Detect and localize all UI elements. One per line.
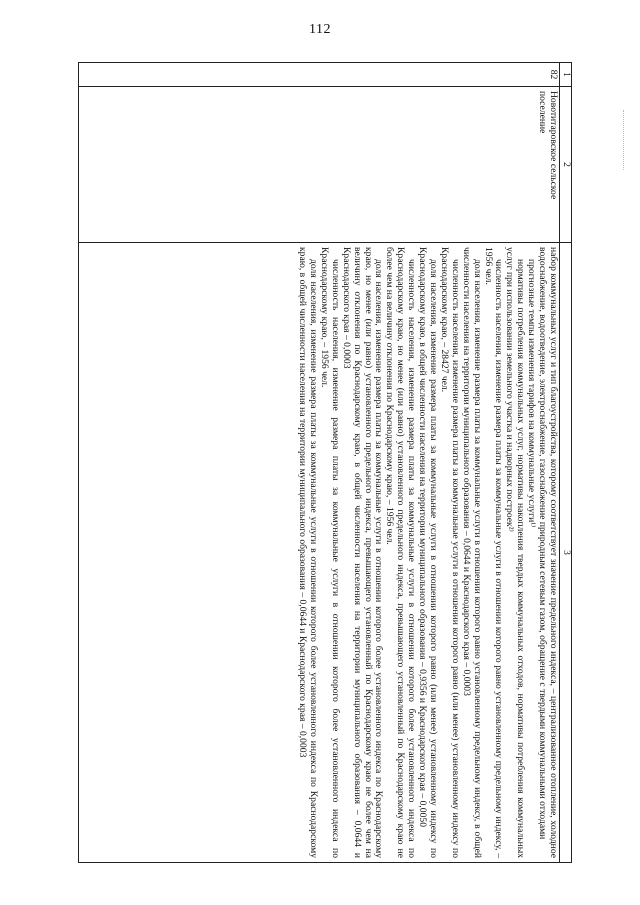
paragraph-share-equal-limit: доля населения, изменение размера платы за коммунальные услуги в отношении которого равно установленному предельному индексу, в общей численности населения на территории муниципального образования – 0,0644 и Краснодарского края – 0,0003 <box>460 247 483 858</box>
row-number: 82 <box>79 63 560 87</box>
table-row <box>79 63 560 863</box>
rotated-table-container <box>78 62 572 862</box>
settlement-name: Новотитаровское сельское поселение <box>79 87 560 243</box>
margin-marks <box>623 110 638 170</box>
paragraph-population-above-regional: численность населения, изменение размера платы за коммунальные услуги в отношении которого более установленного индекса по Краснодарскому краю, – 1956 чел. <box>318 247 341 858</box>
paragraph-services-set: набор коммунальных услуг и тип благоустройства, которому соответствует значение предельного индекса, – централизованное отопление, холодное водоснабжение, водоотведение, электроснабжение, газоснабжение природным сетевым газом, обращение с твердыми коммунальными отходами <box>537 247 559 858</box>
paragraph-population-equal-limit: численность населения, изменение размера платы за коммунальные услуги в отношении которого равно установленному предельному индексу, – 1956 чел. <box>482 247 505 858</box>
document-table <box>78 62 572 863</box>
paragraph-population-below-regional: численность населения, изменение размера платы за коммунальные услуги в отношении которого равно (или менее) установленному индексу по Краснодарскому краю, – 28427 чел. <box>438 247 461 858</box>
paragraph-consumption-norms: нормативы потребления коммунальных услуг, нормативы накопления твердых коммунальных отходов, нормативы потребления коммунальных услуг при использовании земельного участка и надворных построек²⁾ <box>504 247 527 858</box>
paragraph-share-below-regional: доля населения, изменение размера платы за коммунальные услуги в отношении которого равно (или менее) установленному индексу по Краснодарскому краю, в общей численности населения на территории муниципального образования – 0,9356 и Краснодарского края – 0,0050 <box>417 247 440 858</box>
header-col-1: 1 <box>560 63 572 87</box>
page-number: 112 <box>309 22 331 37</box>
header-col-3: 3 <box>560 243 572 863</box>
paragraph-tariff-forecast: прогнозные темпы изменения тарифов на коммунальные услуги¹⁾ <box>526 259 538 528</box>
table-header-row <box>560 63 572 863</box>
paragraph-population-between: численность населения, изменение размера платы за коммунальные услуги в отношении которого более установленного индекса по Краснодарскому краю, но менее (или равно) установленного предельного индекса, превышающего установленный по Краснодарскому краю не более чем на величину отклонения по Краснодарскому краю, – 1956 чел. <box>384 247 418 858</box>
paragraph-share-above-regional: доля населения, изменение размера платы за коммунальные услуги в отношении которого более установленного индекса по Краснодарскому краю, в общей численности населения на территории муниципального образования – 0,0644 и Краснодарского края – 0,0003 <box>297 247 320 858</box>
paragraph-share-between: доля населения, изменение размера платы за коммунальные услуги в отношении которого более установленного индекса по Краснодарскому краю, но менее (или равно) установленного предельного индекса, превышающего установленный по Краснодарскому краю не более чем на величину отклонения по Краснодарскому краю, в общей численности населения на территории муниципального образования – 0,0644 и Краснодарского края – 0,0003 <box>340 247 385 858</box>
header-col-2: 2 <box>560 87 572 243</box>
row-description <box>79 243 560 863</box>
